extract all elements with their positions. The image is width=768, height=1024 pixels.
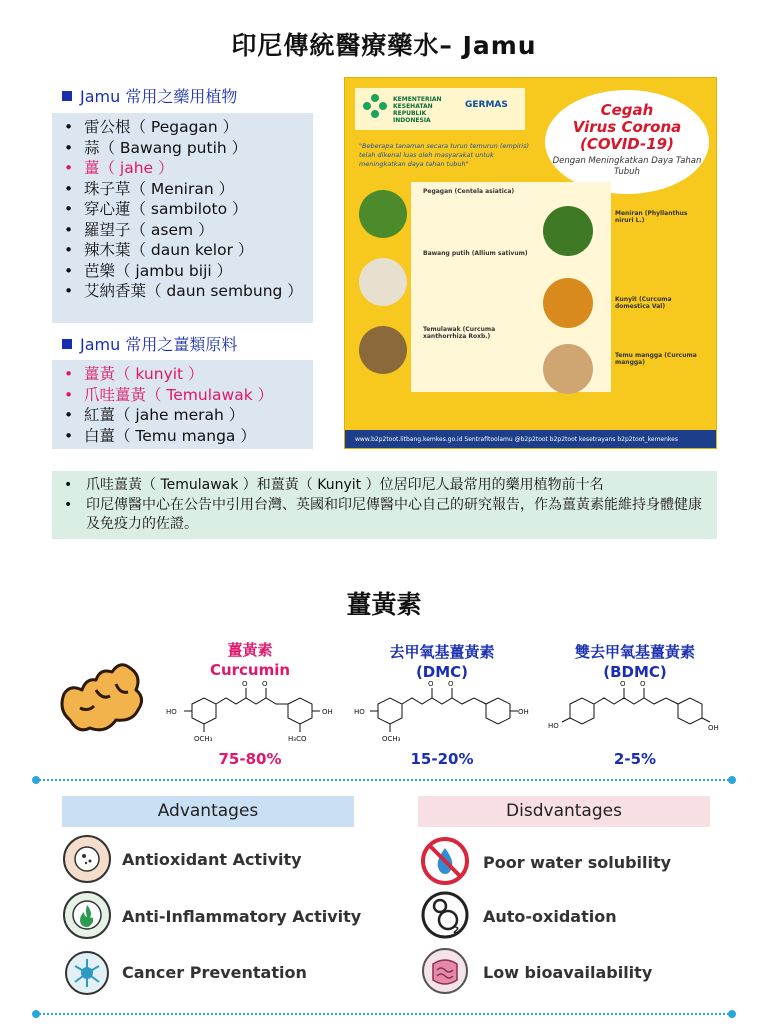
meniran-photo — [543, 206, 593, 256]
svg-text:OH: OH — [518, 708, 529, 716]
disadvantage-label: Poor water solubility — [483, 853, 672, 872]
svg-text:HO: HO — [354, 708, 365, 716]
poster-title-bubble — [545, 90, 709, 194]
advantages-header: Advantages — [62, 796, 354, 827]
list-item: • 白薑（ Temu manga ） — [60, 426, 305, 447]
compound-name-bdmc: 雙去甲氧基薑黃素 (BDMC) — [574, 643, 695, 681]
poster-title-3: (COVID-19) — [580, 135, 674, 153]
poster-footer: www.b2p2toot.litbang.kemkes.go.id Sentrafitoolamu @b2p2toot b2p2toot kesetrayans b2p2toot_kemenkes — [345, 430, 717, 449]
oxygen-icon — [420, 890, 470, 940]
bdmc-structure — [546, 680, 726, 748]
advantage-label: Cancer Preventation — [122, 963, 307, 982]
svg-text:O: O — [448, 680, 454, 688]
divider-dot — [32, 776, 40, 784]
poster-title-2: Virus Corona — [572, 118, 682, 136]
bullet-square-icon — [62, 91, 72, 101]
poster-title-1: Cegah — [600, 101, 654, 119]
ginger-materials-list — [52, 360, 313, 449]
disadvantage-label: Low bioavailability — [483, 963, 653, 982]
poster-org-name: KEMENTERIAN KESEHATAN REPUBLIK INDONESIA — [393, 96, 442, 124]
divider-dot — [728, 776, 736, 784]
bdmc-percent: 2-5% — [613, 750, 657, 768]
list-item: • 辣木葉（ daun kelor ） — [60, 240, 305, 261]
garlic-photo — [359, 258, 407, 306]
svg-text:OH: OH — [708, 724, 719, 732]
dotted-divider — [36, 1013, 732, 1015]
plant-name: Kunyit (Curcuma domestica Val) — [615, 296, 672, 310]
no-water-icon — [420, 836, 470, 886]
note-item: • 爪哇薑黃（ Temulawak ）和薑黃（ Kunyit ）位居印尼人最常用的藥用植物前十名 — [60, 476, 707, 496]
note-item: • 印尼傳醫中心在公告中引用台灣、英國和印尼傳醫中心自己的研究報告，作為薑黃素能維持身體健康及免疫力的佐證。 — [60, 496, 707, 535]
cancer-prevention-icon — [62, 946, 112, 996]
list-item: • 爪哇薑黃（ Temulawak ） — [60, 385, 305, 406]
svg-text:O: O — [620, 680, 626, 688]
svg-text:O: O — [242, 680, 248, 688]
svg-text:OH: OH — [322, 708, 333, 716]
poster-quote: "Beberapa tanaman secara turun temurun (empiris) telah dikenal luas oleh masyarakat untuk meningkatkan daya tahan tubuh" — [359, 142, 530, 168]
curcumin-structure — [162, 680, 342, 748]
compound-name-dmc: 去甲氧基薑黃素 (DMC) — [389, 643, 495, 681]
advantage-label: Anti-Inflammatory Activity — [122, 907, 362, 926]
list-item: • 薑黃（ kunyit ） — [60, 364, 305, 385]
medicinal-plants-list — [52, 113, 313, 323]
notes-box — [52, 471, 717, 539]
list-item: • 艾納香葉（ daun sembung ） — [60, 281, 305, 302]
list-item: • 蒜（ Bawang putih ） — [60, 138, 305, 159]
section-heading-ginger-materials: Jamu 常用之薑類原料 — [62, 332, 237, 355]
curcumin-percent: 75-80% — [218, 750, 282, 768]
list-item: • 紅薑（ jahe merah ） — [60, 405, 305, 426]
svg-text:HO: HO — [548, 722, 559, 730]
bullet-square-icon — [62, 339, 72, 349]
section-heading-medicinal-plants: Jamu 常用之藥用植物 — [62, 84, 237, 107]
kunyit-photo — [543, 278, 593, 328]
temu-mangga-photo — [543, 344, 593, 394]
svg-text:OCH₃: OCH₃ — [194, 735, 213, 743]
list-item: • 羅望子（ asem ） — [60, 220, 305, 241]
dmc-structure — [354, 680, 534, 748]
curcumin-section-title: 薑黃素 — [346, 590, 422, 619]
ginger-root-icon — [50, 650, 152, 738]
plant-name: Temu mangga (Curcuma mangga) — [615, 352, 697, 366]
anti-inflammatory-icon — [62, 890, 112, 940]
advantage-label: Antioxidant Activity — [122, 850, 302, 869]
antioxidant-icon — [62, 834, 112, 884]
svg-text:2: 2 — [453, 926, 460, 936]
list-item: • 芭樂（ jambu biji ） — [60, 261, 305, 282]
svg-text:H₃CO: H₃CO — [288, 735, 307, 743]
dotted-divider — [36, 779, 732, 781]
disadvantage-label: Auto-oxidation — [483, 907, 617, 926]
svg-text:OCH₃: OCH₃ — [382, 735, 401, 743]
svg-text:O: O — [640, 680, 646, 688]
divider-dot — [32, 1010, 40, 1018]
ministry-logo-icon — [361, 92, 389, 120]
svg-text:O: O — [262, 680, 268, 688]
intestine-icon — [420, 946, 470, 996]
dmc-percent: 15-20% — [410, 750, 474, 768]
list-item: • 薑（ jahe ） — [60, 158, 305, 179]
poster-subtitle: Dengan Meningkatkan Daya Tahan Tubuh — [552, 156, 702, 177]
temulawak-photo — [359, 326, 407, 374]
page-title: 印尼傳統醫療藥水– Jamu — [231, 31, 537, 60]
list-item: • 雷公根（ Pegagan ） — [60, 117, 305, 138]
svg-text:HO: HO — [166, 708, 177, 716]
covid-poster-image — [344, 77, 717, 449]
pegagan-photo — [359, 190, 407, 238]
plant-name: Pegagan (Centela asiatica) — [423, 188, 515, 195]
poster-germas-logo: GERMAS — [465, 100, 508, 110]
compound-name-curcumin: 薑黃素 Curcumin — [209, 641, 291, 679]
list-item: • 穿心蓮（ sambiloto ） — [60, 199, 305, 220]
list-item: • 珠子草（ Meniran ） — [60, 179, 305, 200]
disadvantages-header: Disdvantages — [418, 796, 710, 827]
plant-name: Meniran (Phyllanthus niruri L.) — [615, 210, 688, 224]
svg-text:O: O — [428, 680, 434, 688]
divider-dot — [728, 1010, 736, 1018]
plant-name: Temulawak (Curcuma xanthorrhiza Roxb.) — [423, 326, 496, 340]
plant-name: Bawang putih (Allium sativum) — [423, 250, 528, 257]
